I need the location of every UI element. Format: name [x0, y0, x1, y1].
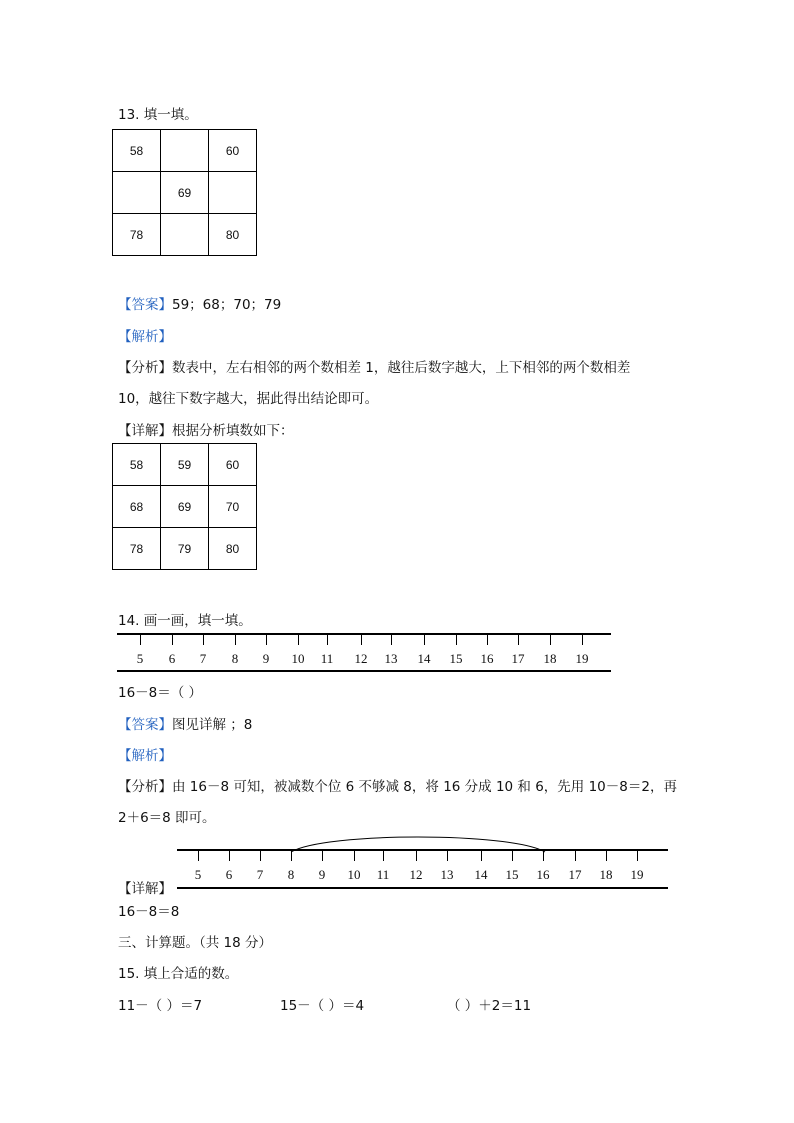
- tick-mark: [203, 635, 204, 645]
- tick-label: 17: [568, 867, 582, 882]
- tick-label: 7: [256, 867, 264, 882]
- tick-label: 9: [262, 651, 270, 666]
- grid-cell: 80: [209, 528, 257, 570]
- grid-cell: 78: [113, 214, 161, 256]
- answer-tag: 【答案】: [118, 297, 172, 313]
- tick-mark: [518, 635, 519, 645]
- grid-cell-blank[interactable]: [209, 172, 257, 214]
- grid-cell: 68: [113, 486, 161, 528]
- tick-mark: [424, 635, 425, 645]
- grid-cell: 60: [209, 444, 257, 486]
- q14-result: 16－8＝8: [118, 904, 180, 920]
- q15-equation-3[interactable]: （ ）＋2＝11: [447, 998, 532, 1014]
- tick-label: 11: [376, 867, 390, 882]
- tick-label: 14: [417, 651, 431, 666]
- tick-mark: [416, 851, 417, 861]
- tick-mark: [266, 635, 267, 645]
- fenxi-text: 数表中，左右相邻的两个数相差 1，越往后数字越大，上下相邻的两个数相差: [172, 360, 631, 376]
- q13-fenxi-line1: [118, 356, 630, 376]
- grid-cell: 78: [113, 528, 161, 570]
- q13-filled-grid: [112, 443, 257, 570]
- tick-label: 15: [449, 651, 463, 666]
- section-heading: 三、计算题。（共 18 分）: [118, 935, 273, 951]
- tick-label: 5: [136, 651, 144, 666]
- number-line-top-rule: [117, 633, 611, 635]
- tick-mark: [456, 635, 457, 645]
- q15-equation-2[interactable]: 15－（ ）＝4: [280, 998, 365, 1014]
- analysis-tag: 【解析】: [118, 329, 172, 345]
- answer-text: 59；68；70；79: [172, 297, 282, 313]
- q13-detail-line: [118, 419, 294, 439]
- grid-cell: 69: [161, 486, 209, 528]
- tick-mark: [260, 851, 261, 861]
- tick-label: 17: [511, 651, 525, 666]
- tick-label: 15: [505, 867, 519, 882]
- tick-label: 12: [409, 867, 423, 882]
- tick-mark: [550, 635, 551, 645]
- tick-label: 10: [347, 867, 361, 882]
- q15-title: 15. 填上合适的数。: [118, 966, 239, 982]
- fenxi-tag: 【分析】: [118, 360, 172, 376]
- tick-label: 13: [384, 651, 398, 666]
- tick-mark: [229, 851, 230, 861]
- tick-label: 18: [599, 867, 613, 882]
- q13-fenxi-line2: 10，越往下数字越大，据此得出结论即可。: [118, 391, 379, 407]
- tick-mark: [543, 851, 544, 861]
- tick-mark: [298, 635, 299, 645]
- tick-mark: [172, 635, 173, 645]
- tick-mark: [606, 851, 607, 861]
- tick-mark: [383, 851, 384, 861]
- grid-cell: 79: [161, 528, 209, 570]
- answer-text: 图见详解 ；8: [172, 717, 253, 733]
- tick-label: 8: [287, 867, 295, 882]
- grid-cell-blank[interactable]: [113, 172, 161, 214]
- tick-mark: [198, 851, 199, 861]
- grid-cell: 80: [209, 214, 257, 256]
- q14-fenxi-line1: [118, 775, 677, 795]
- grid-cell: 58: [113, 130, 161, 172]
- tick-mark: [327, 635, 328, 645]
- tick-mark: [637, 851, 638, 861]
- tick-mark: [487, 635, 488, 645]
- fenxi-tag: 【分析】: [118, 779, 172, 795]
- q13-answer-line: [118, 293, 281, 313]
- tick-label: 14: [474, 867, 488, 882]
- grid-cell-blank[interactable]: [161, 130, 209, 172]
- tick-mark: [291, 851, 292, 861]
- q14-detail-tag: 【详解】: [118, 881, 172, 897]
- tick-label: 19: [575, 651, 589, 666]
- tick-label: 5: [194, 867, 202, 882]
- q14-equation: 16－8＝（ ）: [118, 685, 203, 701]
- tick-mark: [481, 851, 482, 861]
- tick-mark: [354, 851, 355, 861]
- tick-label: 6: [225, 867, 233, 882]
- grid-cell: 69: [161, 172, 209, 214]
- tick-mark: [575, 851, 576, 861]
- tick-label: 12: [354, 651, 368, 666]
- tick-label: 11: [320, 651, 334, 666]
- tick-mark: [391, 635, 392, 645]
- tick-mark: [582, 635, 583, 645]
- grid-cell: 70: [209, 486, 257, 528]
- grid-cell: 59: [161, 444, 209, 486]
- tick-label: 8: [231, 651, 239, 666]
- grid-cell: 60: [209, 130, 257, 172]
- answer-tag: 【答案】: [118, 717, 172, 733]
- tick-label: 19: [630, 867, 644, 882]
- q14-answer-line: [118, 713, 252, 733]
- grid-cell-blank[interactable]: [161, 214, 209, 256]
- fenxi-text: 由 16－8 可知，被减数个位 6 不够减 8，将 16 分成 10 和 6，先用 10－8＝2，再: [172, 779, 677, 795]
- tick-label: 6: [168, 651, 176, 666]
- detail-text: 根据分析填数如下：: [172, 423, 294, 439]
- q14-fenxi-line2: 2＋6＝8 即可。: [118, 810, 216, 826]
- analysis-tag: 【解析】: [118, 748, 172, 764]
- tick-mark: [361, 635, 362, 645]
- tick-label: 16: [480, 651, 494, 666]
- tick-mark: [322, 851, 323, 861]
- q15-equation-1[interactable]: 11－（ ）＝7: [118, 998, 203, 1014]
- detail-tag: 【详解】: [118, 423, 172, 439]
- tick-label: 10: [291, 651, 305, 666]
- tick-mark: [235, 635, 236, 645]
- q13-number-grid: [112, 129, 257, 256]
- number-line-bottom-rule: [117, 670, 611, 672]
- tick-label: 16: [536, 867, 550, 882]
- tick-mark: [447, 851, 448, 861]
- tick-label: 13: [440, 867, 454, 882]
- q13-title: 13. 填一填。: [118, 107, 198, 123]
- tick-label: 18: [543, 651, 557, 666]
- grid-cell: 58: [113, 444, 161, 486]
- tick-mark: [140, 635, 141, 645]
- number-line-bottom-rule: [177, 887, 668, 889]
- tick-label: 7: [199, 651, 207, 666]
- tick-mark: [512, 851, 513, 861]
- tick-label: 9: [318, 867, 326, 882]
- q14-title: 14. 画一画，填一填。: [118, 613, 252, 629]
